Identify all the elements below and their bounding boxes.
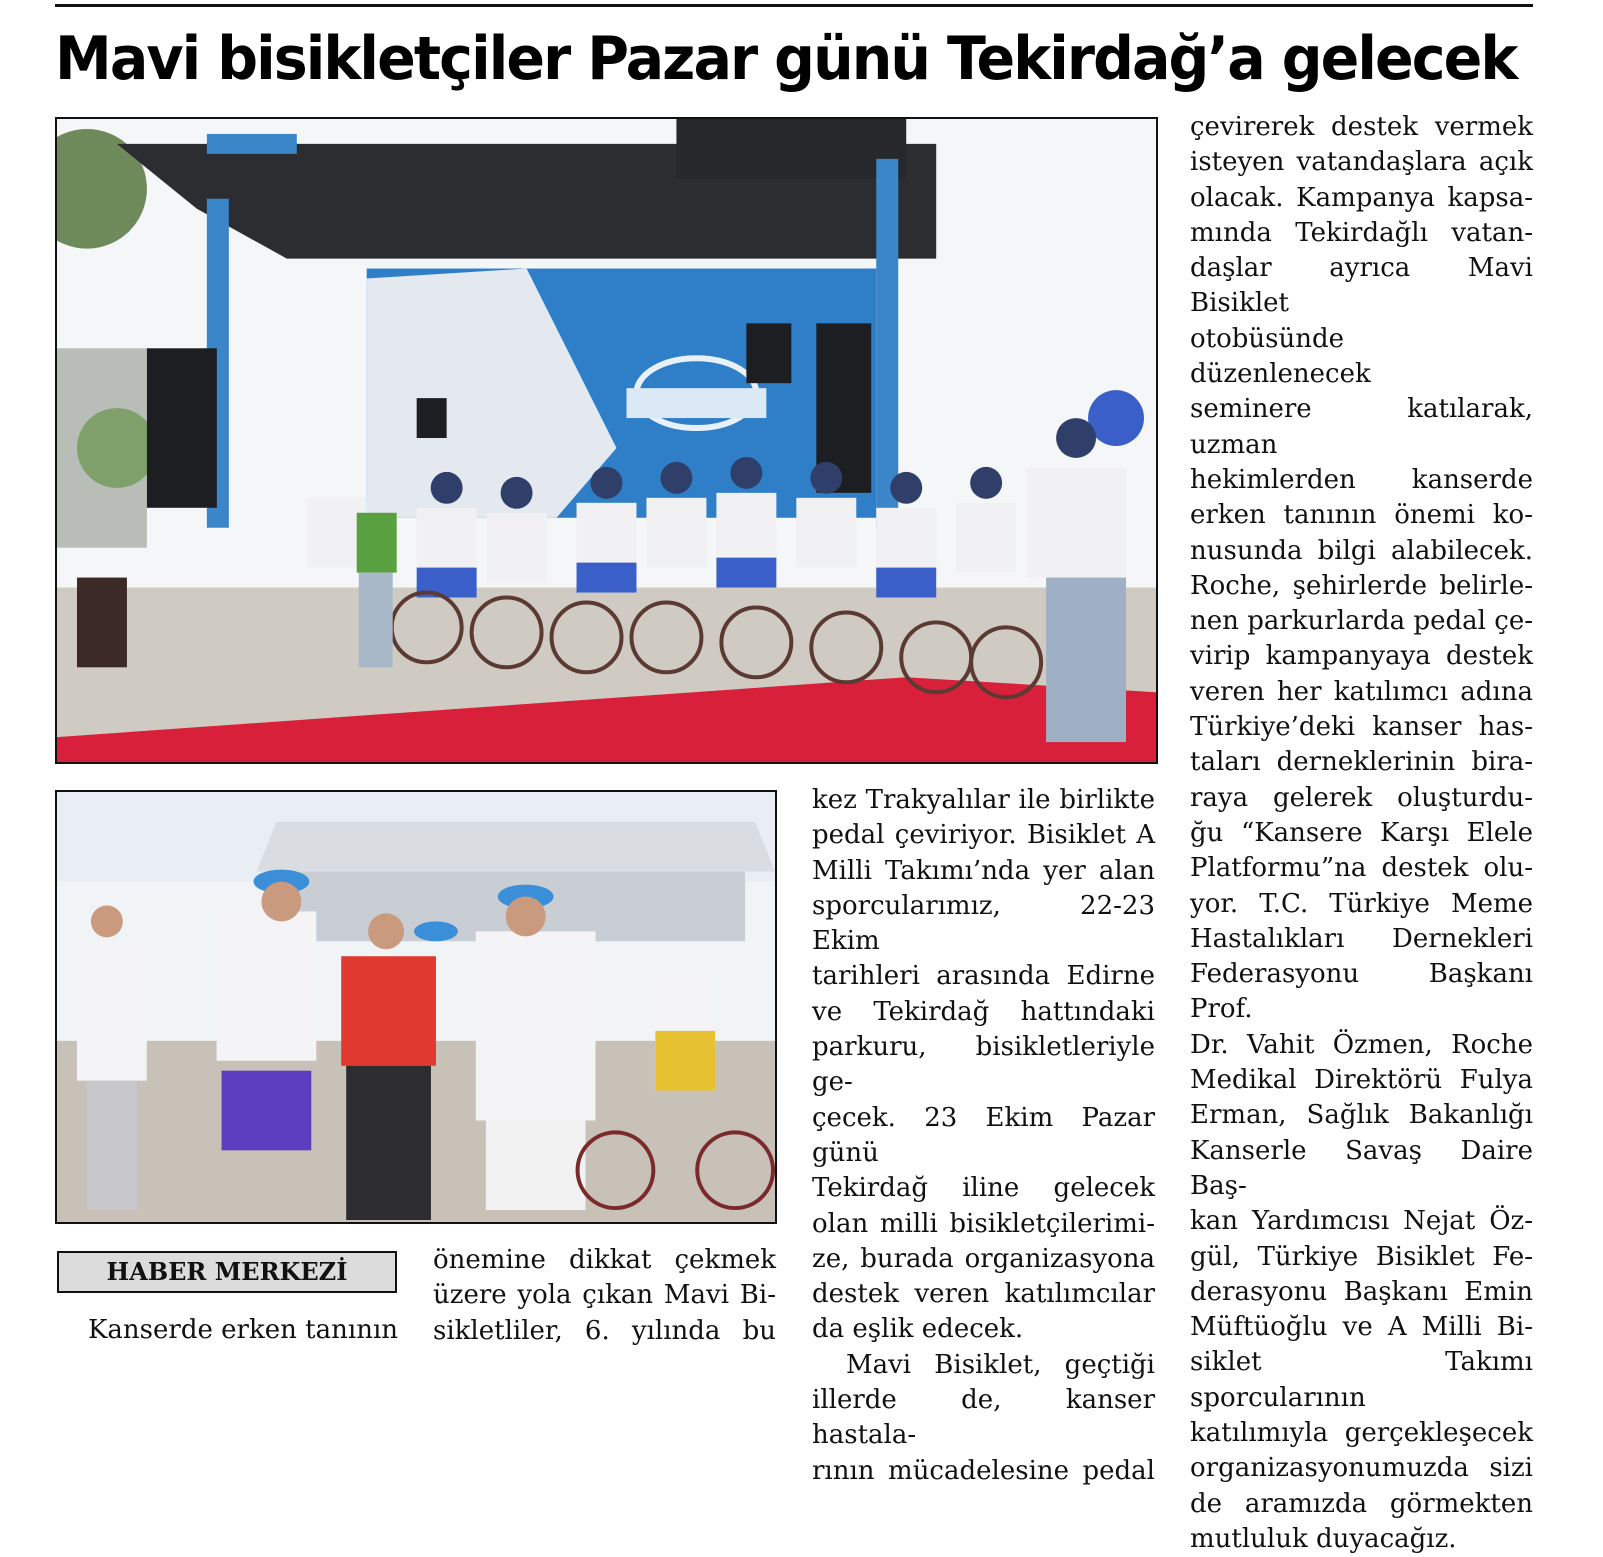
column-middle-line: destek veren katılımcılar [812,1279,1155,1310]
column-right-line: nen parkurlarda pedal çe- [1190,606,1533,637]
column-middle-line: olan milli bisikletçilerimi- [812,1208,1155,1239]
column-right-line: katılımıyla gerçekleşecek [1190,1417,1533,1448]
column-middle-line: parkuru, bisikletleriyle ge- [812,1032,1155,1098]
column-right [1190,110,1533,1557]
column-b [433,1243,776,1349]
column-right-line: taları derneklerinin bira- [1190,747,1533,778]
column-right-line: isteyen vatandaşlara açık [1190,147,1533,178]
column-right-line: seminere katılarak, uzman [1190,394,1533,460]
column-middle-line: çecek. 23 Ekim Pazar günü [812,1102,1155,1168]
column-middle-line: ze, burada organizasyona [812,1243,1155,1274]
column-a [88,1313,398,1348]
column-right-line: raya gelerek oluşturdu- [1190,782,1533,813]
column-right-line: hekimlerden kanserde [1190,464,1533,495]
column-right-line: ğu “Kansere Karşı Elele [1190,817,1533,848]
column-b-line: önemine dikkat çekmek [433,1245,776,1275]
column-right-line: Dr. Vahit Özmen, Roche [1190,1029,1533,1060]
column-middle-line: Milli Takımı’nda yer alan [812,855,1155,886]
column-right-line: daşlar ayrıca Mavi Bisiklet [1190,253,1533,319]
column-right-line: de aramızda görmekten [1190,1488,1533,1519]
byline: HABER MERKEZİ [57,1251,397,1293]
column-b-line: sikletliler, 6. yılında bu [433,1315,776,1346]
column-middle-line: Tekirdağ iline gelecek [812,1173,1155,1204]
column-middle-line: pedal çeviriyor. Bisiklet A [812,820,1155,851]
column-middle-line: da eşlik edecek. [812,1314,1024,1345]
column-middle-line: tarihleri arasında Edirne [812,961,1155,992]
column-right-line: Medikal Direktörü Fulya [1190,1065,1533,1096]
secondary-photo [55,790,777,1224]
column-right-line: Kanserle Savaş Daire Baş- [1190,1135,1533,1201]
column-a-line: Kanserde erken tanının [88,1315,398,1345]
column-middle-line: ve Tekirdağ hattındaki [812,996,1155,1027]
column-right-line: mutluluk duyacağız. [1190,1523,1457,1554]
column-middle-line: kez Trakyalılar ile birlikte [812,785,1155,815]
column-right-line: derasyonu Başkanı Emin [1190,1276,1533,1307]
column-right-line: yor. T.C. Türkiye Meme [1190,888,1533,919]
column-right-line: Roche, şehirlerde belirle- [1190,570,1533,601]
column-right-line: nusunda bilgi alabilecek. [1190,535,1533,566]
column-right-line: kan Yardımcısı Nejat Öz- [1190,1206,1533,1237]
column-b-line: üzere yola çıkan Mavi Bi- [433,1280,776,1311]
column-right-line: erken tanının önemi ko- [1190,500,1533,531]
column-right-line: Federasyonu Başkanı Prof. [1190,959,1533,1025]
column-right-line: Hastalıkları Dernekleri [1190,923,1533,954]
column-right-line: çevirerek destek vermek [1190,112,1533,142]
column-middle-line: Mavi Bisiklet, geçtiği [846,1349,1155,1380]
column-right-line: olacak. Kampanya kapsa- [1190,182,1533,213]
column-right-line: virip kampanyaya destek [1190,641,1533,672]
column-right-line: Platformu”na destek olu- [1190,853,1533,884]
column-right-line: Türkiye’deki kanser has- [1190,712,1533,743]
column-right-line: Müftüoğlu ve A Milli Bi- [1190,1312,1533,1343]
top-rule [55,4,1533,7]
column-right-line: Erman, Sağlık Bakanlığı [1190,1100,1533,1131]
column-middle-line: illerde de, kanser hastala- [812,1385,1155,1451]
column-right-line: gül, Türkiye Bisiklet Fe- [1190,1241,1533,1272]
headline: Mavi bisikletçiler Pazar günü Tekirdağ’a gelecek [55,24,1517,94]
main-photo [55,117,1158,764]
column-right-line: mında Tekirdağlı vatan- [1190,217,1533,248]
column-right-line: organizasyonumuzda sizi [1190,1453,1533,1484]
column-right-line: veren her katılımcı adına [1190,676,1533,707]
column-middle-line: sporcularımız, 22-23 Ekim [812,890,1155,957]
column-middle-line: rının mücadelesine pedal [812,1455,1155,1486]
column-right-line: otobüsünde düzenlenecek [1190,323,1371,390]
column-middle [812,783,1155,1489]
column-right-line: siklet Takımı sporcularının [1190,1347,1533,1413]
